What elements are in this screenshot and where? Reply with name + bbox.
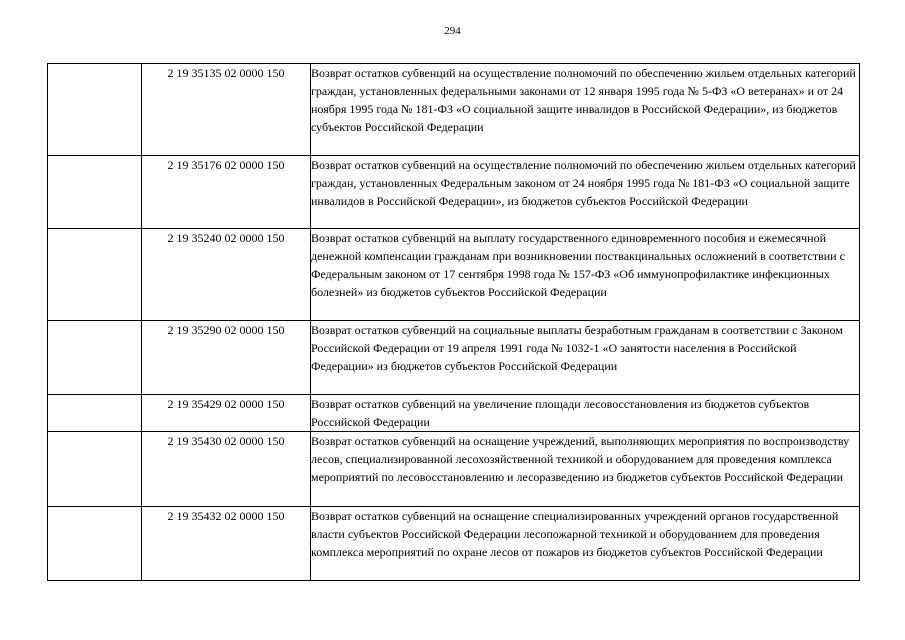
description-cell: Возврат остатков субвенций на увеличение площади лесовосстановления из бюджетов субъектов Российской Федерации	[311, 395, 860, 432]
budget-code-cell: 2 19 35240 02 0000 150	[142, 229, 311, 321]
table-row	[48, 395, 860, 432]
description-cell: Возврат остатков субвенций на социальные выплаты безработным гражданам в соответствии с Законом Российской Федерации от 19 апреля 1991 года № 1032-1 «О занятости населения в Российской Федерации» из бюджетов субъектов Российской Федерации	[311, 321, 860, 395]
description-cell: Возврат остатков субвенций на выплату государственного единовременного пособия и ежемесячной денежной компенсации гражданам при возникновении поствакцинальных осложнений в соответствии с Федеральным законом от 17 сентября 1998 года № 157-ФЗ «Об иммунопрофилактике инфекционных болезней» из бюджетов субъектов Российской Федерации	[311, 229, 860, 321]
empty-cell	[48, 432, 142, 507]
page-number: 294	[444, 25, 461, 37]
description-cell: Возврат остатков субвенций на осуществление полномочий по обеспечению жильем отдельных категорий граждан, установленных Федеральным законом от 24 ноября 1995 года № 181-ФЗ «О социальной защите инвалидов в Российской Федерации», из бюджетов субъектов Российской Федерации	[311, 156, 860, 229]
table-row	[48, 156, 860, 229]
empty-cell	[48, 156, 142, 229]
empty-cell	[48, 395, 142, 432]
description-cell: Возврат остатков субвенций на осуществление полномочий по обеспечению жильем отдельных категорий граждан, установленных федеральными законами от 12 января 1995 года № 5-ФЗ «О ветеранах» и от 24 ноября 1995 года № 181-ФЗ «О социальной защите инвалидов в Российской Федерации», из бюджетов субъектов Российской Федерации	[311, 64, 860, 156]
description-cell: Возврат остатков субвенций на оснащение специализированных учреждений органов государственной власти субъектов Российской Федерации лесопожарной техникой и оборудованием для проведения комплекса мероприятий по охране лесов от пожаров из бюджетов субъектов Российской Федерации	[311, 507, 860, 581]
table-row	[48, 64, 860, 156]
table-row	[48, 229, 860, 321]
budget-codes-table	[47, 63, 860, 581]
budget-code-cell: 2 19 35432 02 0000 150	[142, 507, 311, 581]
table-row	[48, 432, 860, 507]
budget-code-cell: 2 19 35290 02 0000 150	[142, 321, 311, 395]
budget-code-cell: 2 19 35135 02 0000 150	[142, 64, 311, 156]
empty-cell	[48, 321, 142, 395]
empty-cell	[48, 229, 142, 321]
budget-code-cell: 2 19 35430 02 0000 150	[142, 432, 311, 507]
table-row	[48, 321, 860, 395]
empty-cell	[48, 507, 142, 581]
budget-code-cell: 2 19 35176 02 0000 150	[142, 156, 311, 229]
description-cell: Возврат остатков субвенций на оснащение учреждений, выполняющих мероприятия по воспроизводству лесов, специализированной лесохозяйственной техникой и оборудованием для проведения комплекса мероприятий по лесовосстановлению и лесоразведению из бюджетов субъектов Российской Федерации	[311, 432, 860, 507]
empty-cell	[48, 64, 142, 156]
budget-code-cell: 2 19 35429 02 0000 150	[142, 395, 311, 432]
table-row	[48, 507, 860, 581]
